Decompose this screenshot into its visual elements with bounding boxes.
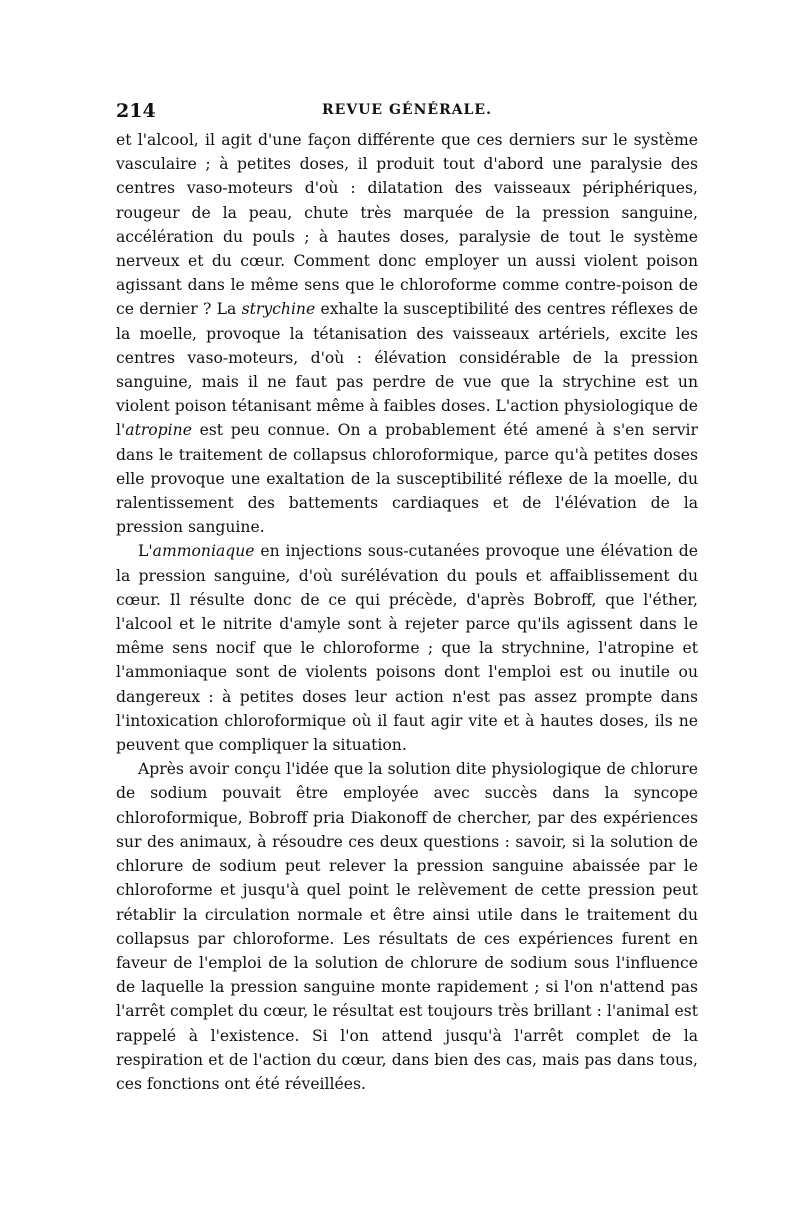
paragraph-1-text-c: est peu connue. On a probablement été amené à s'en servir dans le traitement de collapsus chloroformique, parce qu'à petites doses elle provoque une exaltation de la susceptibilité réflexe de la moelle, du ralentissement des battements cardiaques et de l'élévation de la pression sanguine. (116, 421, 698, 537)
paragraph-2-pre: L' (138, 542, 153, 561)
term-ammoniaque: ammoniaque (152, 542, 255, 561)
paragraph-1-text-a: et l'alcool, il agit d'une façon différente que ces derniers sur le système vasculaire ; à petites doses, il produit tout d'abord une paralysie des centres vaso-moteurs d'où : dilatation des vaisseaux périphériques, rougeur de la peau, chute très marquée de la pression sanguine, accélération du pouls ; à hautes doses, paralysie de tout le système nerveux et du cœur. Comment donc employer un aussi violent poison agissant dans le même sens que le chloroforme comme contre-poison de ce dernier ? La (116, 131, 698, 319)
paragraph-2 (116, 539, 698, 757)
body-text (116, 128, 698, 1096)
paragraph-2-text: en injections sous-cutanées provoque une élévation de la pression sanguine, d'où surélévation du pouls et affaiblissement du cœur. Il résulte donc de ce qui précède, d'après Bobroff, que l'éther, l'alcool et le nitrite d'amyle sont à rejeter parce qu'ils agissent dans le même sens nocif que le chloroforme ; que la strychnine, l'atropine et l'ammoniaque sont de violents poisons dont l'emploi est ou inutile ou dangereux : à petites doses leur action n'est pas assez prompte dans l'intoxication chloroformique où il faut agir vite et à hautes doses, ils ne peuvent que compliquer la situation. (116, 542, 698, 755)
page-number: 214 (116, 100, 156, 122)
book-page (116, 88, 698, 1096)
running-head: REVUE GÉNÉRALE. (322, 102, 492, 118)
page-header (116, 88, 698, 128)
paragraph-1-text-b: exhalte la susceptibilité des centres réflexes de la moelle, provoque la tétanisation des vaisseaux artériels, excite les centres vaso-moteurs, d'où : élévation considérable de la pression sanguine, mais il ne faut pas perdre de vue que la strychine est un violent poison tétanisant même à faibles doses. L'action physiologique de l' (116, 300, 698, 440)
paragraph-3: Après avoir conçu l'idée que la solution dite physiologique de chlorure de sodium pouvait être employée avec succès dans la syncope chloroformique, Bobroff pria Diakonoff de chercher, par des expériences sur des animaux, à résoudre ces deux questions : savoir, si la solution de chlorure de sodium peut relever la pression sanguine abaissée par le chloroforme et jusqu'à quel point le relèvement de cette pression peut rétablir la circulation normale et être ainsi utile dans le traitement du collapsus par chloroforme. Les résultats de ces expériences furent en faveur de l'emploi de la solution de chlorure de sodium sous l'influence de laquelle la pression sanguine monte rapidement ; si l'on n'attend pas l'arrêt complet du cœur, le résultat est toujours très brillant : l'animal est rappelé à l'existence. Si l'on attend jusqu'à l'arrêt complet de la respiration et de l'action du cœur, dans bien des cas, mais pas dans tous, ces fonctions ont été réveillées. (116, 760, 698, 1093)
term-atropine: atropine (125, 421, 192, 440)
term-strychine: strychine (241, 300, 316, 319)
paragraph-1 (116, 128, 698, 539)
